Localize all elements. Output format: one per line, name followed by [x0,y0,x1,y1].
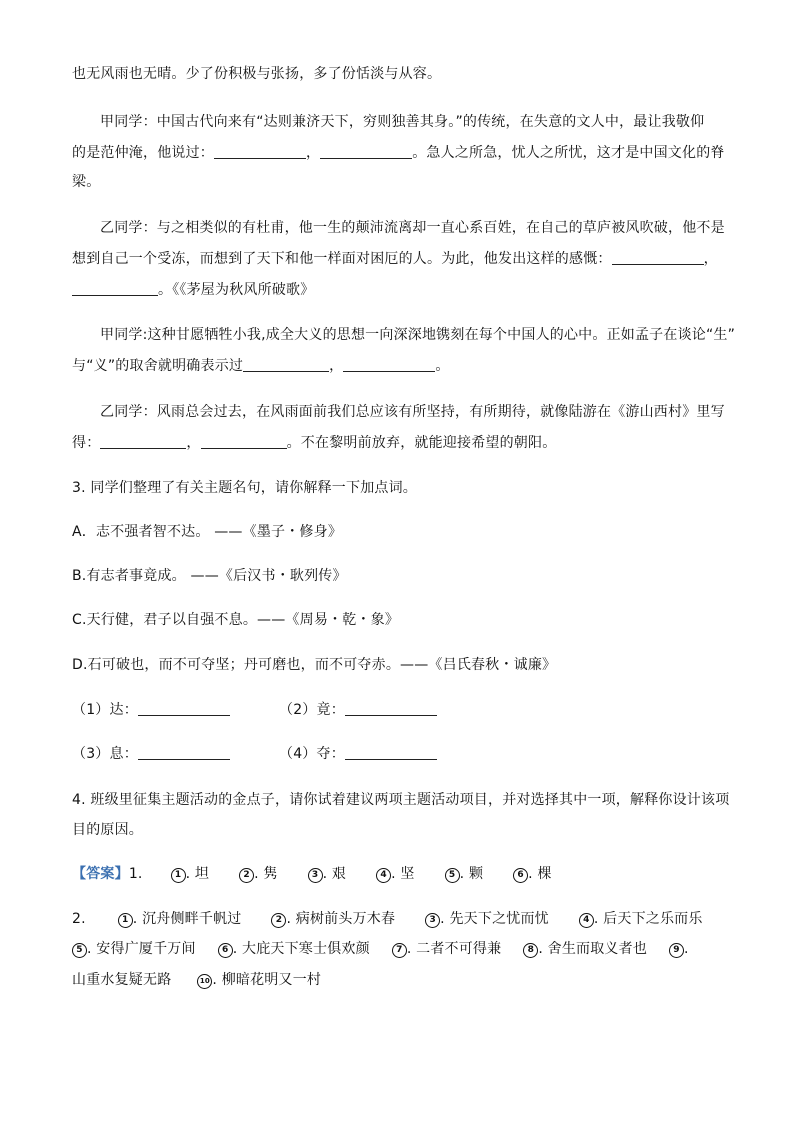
fill-blank[interactable] [612,250,704,265]
circled-number: 2 [239,868,254,883]
text: 。 [435,358,450,374]
text: 1. [128,866,143,882]
text: . 颗 [459,866,484,882]
text: 乙同学：与之相类似的有杜甫，他一生的颠沛流离却一直心系百姓，在自己的草庐被风吹破，他不是 [100,220,725,236]
paragraph-line [72,172,100,192]
fill-row [72,744,230,764]
fill-blank[interactable] [201,434,287,449]
fill-blank[interactable] [345,701,437,716]
fill-blank[interactable] [214,144,306,159]
text: （1）达： [72,702,138,718]
circled-number: 3 [308,868,323,883]
text: 山重水复疑无路 [72,972,172,988]
circled-number: 5 [445,868,460,883]
paragraph-line [100,112,704,132]
text: ， [329,358,344,374]
question-4 [72,790,729,810]
fill-row [279,744,437,764]
text: （4）夺： [279,746,345,762]
paragraph-line [72,64,441,84]
fill-blank[interactable] [243,357,329,372]
text: 。《《茅屋为秋风所破歌》 [158,282,315,298]
text: A．志不强者智不达。 ——《墨子・修身》 [72,524,343,540]
text: . 病树前头万木春 [286,911,396,927]
paragraph-line [100,218,725,238]
option-c [72,610,399,630]
text: 与“义”的取舍就明确表示过 [72,358,244,374]
text: . 沉舟侧畔千帆过 [132,911,242,927]
text: D.石可破也，而不可夺坚；丹可磨也，而不可夺赤。——《吕氏春秋・诚廉》 [72,657,557,673]
paragraph-line [72,356,450,376]
circled-number: 7 [392,943,407,958]
question-3 [72,478,417,498]
text: ， [306,145,321,161]
paragraph-line [100,325,735,345]
circled-number: 9 [669,943,684,958]
option-d [72,655,556,675]
text: 也无风雨也无晴。少了份积极与张扬，多了份恬淡与从容。 [72,66,442,82]
option-a [72,522,342,542]
circled-number: 4 [376,868,391,883]
circled-number: 6 [513,868,528,883]
paragraph-line [72,280,314,300]
paragraph-line [72,433,556,453]
text: ， [703,251,718,267]
text: . [684,941,689,957]
paragraph-line [72,143,725,163]
answer-1 [72,864,552,884]
text: ， [186,435,201,451]
text: . 后天下之乐而乐 [593,911,703,927]
circled-number: 4 [579,913,594,928]
text: . 先天下之忧而忧 [440,911,549,927]
answer-2 [72,939,689,959]
answer-2 [72,970,321,990]
paragraph-line [72,249,718,269]
fill-blank[interactable] [343,357,435,372]
answer-tag: 【答案】 [72,866,129,882]
text: B.有志者事竟成。 ——《后汉书・耿列传》 [72,568,347,584]
text: . 艰 [322,866,347,882]
text: 乙同学：风雨总会过去，在风雨面前我们总应该有所坚持，有所期待，就像陆游在《游山西村》里写 [100,404,725,420]
fill-blank[interactable] [72,281,158,296]
option-b [72,566,347,586]
fill-row [279,700,437,720]
fill-blank[interactable] [100,434,186,449]
text: 2. [72,911,86,927]
text: . 隽 [254,866,278,882]
circled-number: 2 [271,913,286,928]
text: 。急人之所急，忧人之所忧，这才是中国文化的脊 [412,145,725,161]
paragraph-line [100,402,725,422]
text: 4. 班级里征集主题活动的金点子，请你试着建议两项主题活动项目，并对选择其中一项，解释你设计该项 [72,792,730,808]
circled-number: 1 [118,913,133,928]
text: . 大庇天下寒士俱欢颜 [232,941,370,957]
fill-blank[interactable] [320,144,412,159]
fill-blank[interactable] [138,745,230,760]
text: 的是范仲淹，他说过： [72,145,214,161]
circled-number: 3 [425,913,440,928]
circled-number: 10 [197,974,212,989]
text: 3. 同学们整理了有关主题名句，请你解释一下加点词。 [72,480,418,496]
text: . 柳暗花明又一村 [212,972,322,988]
text: 甲同学：中国古代向来有“达则兼济天下，穷则独善其身。”的传统，在失意的文人中，最让我敬仰 [100,114,705,130]
text: . 坚 [391,866,415,882]
fill-blank[interactable] [345,745,437,760]
text: 想到自己一个受冻，而想到了天下和他一样面对困厄的人。为此，他发出这样的感慨： [72,251,612,267]
circled-number: 1 [171,868,186,883]
text: . 棵 [528,866,552,882]
fill-blank[interactable] [138,701,230,716]
text: 。不在黎明前放弃，就能迎接希望的朝阳。 [286,435,557,451]
circled-number: 5 [72,943,87,958]
text: . 舍生而取义者也 [538,941,648,957]
circled-number: 6 [218,943,233,958]
text: 得： [72,435,101,451]
text: 梁。 [72,174,101,190]
fill-row [72,700,230,720]
text: （2）竟： [279,702,345,718]
question-4 [72,820,143,840]
text: . 安得广厦千万间 [87,941,196,957]
text: . 二者不可得兼 [406,941,502,957]
text: . 坦 [185,866,210,882]
text: 甲同学:这种甘愿牺牲小我,成全大义的思想一向深深地镌刻在每个中国人的心中。正如孟子在谈论“生” [100,327,736,343]
text: 目的原因。 [72,822,143,838]
circled-number: 8 [523,943,538,958]
answer-2 [72,909,703,929]
text: （3）息： [72,746,138,762]
text: C.天行健，君子以自强不息。——《周易・乾・象》 [72,612,400,628]
